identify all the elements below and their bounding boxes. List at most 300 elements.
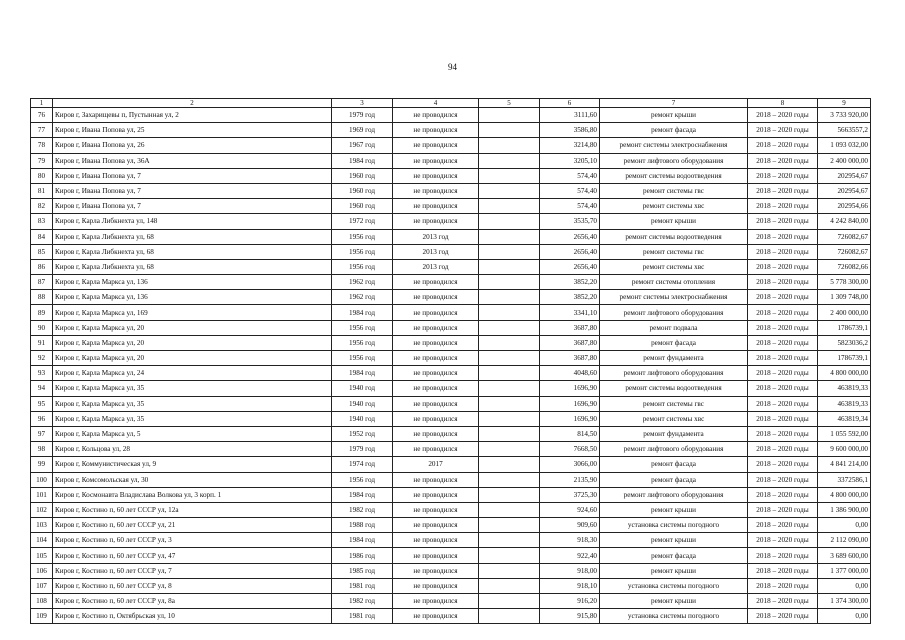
column-5 [479,199,540,214]
period: 2018 – 2020 годы [748,563,818,578]
column-5 [479,290,540,305]
year-built: 1962 год [332,290,393,305]
year-built: 1988 год [332,518,393,533]
area: 2135,90 [540,472,600,487]
row-number: 81 [31,183,53,198]
period: 2018 – 2020 годы [748,351,818,366]
work-type: ремонт лифтового оборудования [600,305,748,320]
cost: 1 093 032,00 [818,138,871,153]
column-5 [479,487,540,502]
year-built: 1981 год [332,578,393,593]
col-num-4: 4 [393,99,479,108]
col-num-5: 5 [479,99,540,108]
last-repair-year: не проводился [393,411,479,426]
column-5 [479,609,540,624]
area: 574,40 [540,199,600,214]
col-num-2: 2 [53,99,332,108]
row-number: 97 [31,426,53,441]
work-type: ремонт подвала [600,320,748,335]
work-type: ремонт крыши [600,594,748,609]
year-built: 1972 год [332,214,393,229]
cost: 2 112 090,00 [818,533,871,548]
table-row [31,442,871,457]
work-type: ремонт системы электроснабжения [600,290,748,305]
address: Киров г, Карла Либкнехта ул, 148 [53,214,332,229]
table-row [31,518,871,533]
period: 2018 – 2020 годы [748,381,818,396]
last-repair-year: не проводился [393,214,479,229]
column-5 [479,472,540,487]
cost: 4 841 214,00 [818,457,871,472]
col-num-7: 7 [600,99,748,108]
address: Киров г, Карла Маркса ул, 136 [53,275,332,290]
cost: 0,00 [818,518,871,533]
work-type: ремонт системы гвс [600,396,748,411]
last-repair-year: не проводился [393,472,479,487]
year-built: 1967 год [332,138,393,153]
last-repair-year: 2013 год [393,244,479,259]
year-built: 1982 год [332,502,393,517]
last-repair-year: не проводился [393,199,479,214]
work-type: ремонт системы хвс [600,259,748,274]
table-row [31,275,871,290]
last-repair-year: не проводился [393,290,479,305]
period: 2018 – 2020 годы [748,290,818,305]
col-num-6: 6 [540,99,600,108]
period: 2018 – 2020 годы [748,396,818,411]
column-5 [479,108,540,123]
column-5 [479,411,540,426]
table-row [31,411,871,426]
area: 924,60 [540,502,600,517]
period: 2018 – 2020 годы [748,502,818,517]
column-5 [479,229,540,244]
address: Киров г, Костино п, 60 лет СССР ул, 7 [53,563,332,578]
cost: 2 400 000,00 [818,153,871,168]
work-type: ремонт лифтового оборудования [600,153,748,168]
address: Киров г, Костино п, 60 лет СССР ул, 47 [53,548,332,563]
work-type: ремонт лифтового оборудования [600,487,748,502]
row-number: 87 [31,275,53,290]
work-type: ремонт системы хвс [600,411,748,426]
year-built: 1985 год [332,563,393,578]
address: Киров г, Карла Маркса ул, 20 [53,335,332,350]
col-num-1: 1 [31,99,53,108]
cost: 5663557,2 [818,123,871,138]
column-5 [479,426,540,441]
table-row [31,199,871,214]
work-type: ремонт крыши [600,108,748,123]
row-number: 85 [31,244,53,259]
year-built: 1956 год [332,472,393,487]
address: Киров г, Костино п, Октябрьская ул, 10 [53,609,332,624]
row-number: 100 [31,472,53,487]
year-built: 1940 год [332,411,393,426]
cost: 463819,33 [818,381,871,396]
year-built: 1952 год [332,426,393,441]
area: 3066,00 [540,457,600,472]
address: Киров г, Ивана Попова ул, 7 [53,168,332,183]
last-repair-year: не проводился [393,442,479,457]
year-built: 1940 год [332,396,393,411]
period: 2018 – 2020 годы [748,457,818,472]
col-num-8: 8 [748,99,818,108]
last-repair-year: не проводился [393,305,479,320]
row-number: 107 [31,578,53,593]
area: 909,60 [540,518,600,533]
period: 2018 – 2020 годы [748,138,818,153]
period: 2018 – 2020 годы [748,199,818,214]
last-repair-year: не проводился [393,487,479,502]
cost: 726082,67 [818,244,871,259]
row-number: 90 [31,320,53,335]
row-number: 95 [31,396,53,411]
work-type: ремонт фасада [600,472,748,487]
cost: 1 055 592,00 [818,426,871,441]
area: 3852,20 [540,275,600,290]
work-type: ремонт крыши [600,533,748,548]
year-built: 1979 год [332,442,393,457]
area: 2656,40 [540,244,600,259]
period: 2018 – 2020 годы [748,123,818,138]
cost: 4 800 000,00 [818,366,871,381]
column-5 [479,183,540,198]
area: 3214,80 [540,138,600,153]
area: 3725,30 [540,487,600,502]
year-built: 1962 год [332,275,393,290]
area: 916,20 [540,594,600,609]
work-type: ремонт фасада [600,457,748,472]
column-5 [479,442,540,457]
address: Киров г, Захарищевы п, Пустынная ул, 2 [53,108,332,123]
area: 918,10 [540,578,600,593]
year-built: 1979 год [332,108,393,123]
column-5 [479,305,540,320]
work-type: установка системы погодного [600,578,748,593]
table-row [31,183,871,198]
row-number: 82 [31,199,53,214]
work-type: ремонт крыши [600,563,748,578]
last-repair-year: не проводился [393,320,479,335]
cost: 463819,33 [818,396,871,411]
column-5 [479,381,540,396]
column-5 [479,563,540,578]
column-5 [479,259,540,274]
table-row [31,502,871,517]
work-type: ремонт системы электроснабжения [600,138,748,153]
cost: 1 377 000,00 [818,563,871,578]
cost: 202954,67 [818,168,871,183]
last-repair-year: не проводился [393,108,479,123]
address: Киров г, Карла Маркса ул, 136 [53,290,332,305]
year-built: 1956 год [332,320,393,335]
row-number: 91 [31,335,53,350]
last-repair-year: не проводился [393,396,479,411]
address: Киров г, Космонавта Владислава Волкова ул, 3 корп. 1 [53,487,332,502]
last-repair-year: не проводился [393,381,479,396]
last-repair-year: не проводился [393,426,479,441]
period: 2018 – 2020 годы [748,578,818,593]
address: Киров г, Коммунистическая ул, 9 [53,457,332,472]
table-row [31,457,871,472]
area: 3341,10 [540,305,600,320]
cost: 463819,34 [818,411,871,426]
area: 574,40 [540,183,600,198]
table-row [31,229,871,244]
column-5 [479,214,540,229]
row-number: 99 [31,457,53,472]
area: 3535,70 [540,214,600,229]
row-number: 96 [31,411,53,426]
year-built: 1981 год [332,609,393,624]
last-repair-year: 2017 [393,457,479,472]
row-number: 84 [31,229,53,244]
work-type: ремонт фундамента [600,351,748,366]
area: 574,40 [540,168,600,183]
column-5 [479,168,540,183]
last-repair-year: 2013 год [393,259,479,274]
year-built: 1984 год [332,366,393,381]
area: 3852,20 [540,290,600,305]
last-repair-year: не проводился [393,578,479,593]
address: Киров г, Карла Либкнехта ул, 68 [53,229,332,244]
area: 2656,40 [540,259,600,274]
row-number: 88 [31,290,53,305]
table-row [31,123,871,138]
table-row [31,214,871,229]
row-number: 77 [31,123,53,138]
period: 2018 – 2020 годы [748,609,818,624]
column-5 [479,123,540,138]
column-5 [479,502,540,517]
area: 7668,50 [540,442,600,457]
last-repair-year: не проводился [393,335,479,350]
year-built: 1974 год [332,457,393,472]
last-repair-year: не проводился [393,502,479,517]
table-row [31,563,871,578]
work-type: ремонт фасада [600,123,748,138]
area: 2656,40 [540,229,600,244]
period: 2018 – 2020 годы [748,366,818,381]
cost: 2 400 000,00 [818,305,871,320]
address: Киров г, Кольцова ул, 28 [53,442,332,457]
period: 2018 – 2020 годы [748,183,818,198]
last-repair-year: не проводился [393,138,479,153]
cost: 3372586,1 [818,472,871,487]
work-type: ремонт лифтового оборудования [600,366,748,381]
address: Киров г, Костино п, 60 лет СССР ул, 21 [53,518,332,533]
address: Киров г, Костино п, 60 лет СССР ул, 12а [53,502,332,517]
area: 3687,80 [540,351,600,366]
capital-repair-table [30,98,871,624]
period: 2018 – 2020 годы [748,442,818,457]
address: Киров г, Карла Маркса ул, 20 [53,351,332,366]
column-5 [479,548,540,563]
last-repair-year: не проводился [393,533,479,548]
work-type: ремонт системы отопления [600,275,748,290]
address: Киров г, Комсомольская ул, 30 [53,472,332,487]
table-row [31,609,871,624]
address: Киров г, Ивана Попова ул, 26 [53,138,332,153]
last-repair-year: не проводился [393,183,479,198]
work-type: ремонт системы водоотведения [600,229,748,244]
period: 2018 – 2020 годы [748,214,818,229]
cost: 5823036,2 [818,335,871,350]
year-built: 1982 год [332,594,393,609]
column-5 [479,366,540,381]
cost: 3 689 600,00 [818,548,871,563]
row-number: 108 [31,594,53,609]
column-5 [479,578,540,593]
column-5 [479,320,540,335]
address: Киров г, Ивана Попова ул, 25 [53,123,332,138]
last-repair-year: не проводился [393,168,479,183]
table-row [31,138,871,153]
year-built: 1940 год [332,381,393,396]
period: 2018 – 2020 годы [748,594,818,609]
address: Киров г, Карла Маркса ул, 20 [53,320,332,335]
row-number: 105 [31,548,53,563]
period: 2018 – 2020 годы [748,518,818,533]
last-repair-year: не проводился [393,366,479,381]
area: 3205,10 [540,153,600,168]
area: 3687,80 [540,320,600,335]
period: 2018 – 2020 годы [748,411,818,426]
row-number: 103 [31,518,53,533]
row-number: 78 [31,138,53,153]
area: 918,00 [540,563,600,578]
period: 2018 – 2020 годы [748,320,818,335]
cost: 9 600 000,00 [818,442,871,457]
row-number: 89 [31,305,53,320]
table-row [31,366,871,381]
last-repair-year: 2013 год [393,229,479,244]
last-repair-year: не проводился [393,609,479,624]
table-row [31,396,871,411]
period: 2018 – 2020 годы [748,533,818,548]
period: 2018 – 2020 годы [748,153,818,168]
row-number: 102 [31,502,53,517]
row-number: 101 [31,487,53,502]
cost: 4 800 000,00 [818,487,871,502]
year-built: 1984 год [332,487,393,502]
year-built: 1960 год [332,199,393,214]
last-repair-year: не проводился [393,351,479,366]
area: 3586,80 [540,123,600,138]
cost: 1 374 300,00 [818,594,871,609]
row-number: 76 [31,108,53,123]
period: 2018 – 2020 годы [748,108,818,123]
row-number: 79 [31,153,53,168]
year-built: 1956 год [332,351,393,366]
cost: 202954,67 [818,183,871,198]
column-5 [479,138,540,153]
last-repair-year: не проводился [393,594,479,609]
last-repair-year: не проводился [393,563,479,578]
address: Киров г, Карла Маркса ул, 35 [53,381,332,396]
year-built: 1956 год [332,244,393,259]
area: 3687,80 [540,335,600,350]
area: 918,30 [540,533,600,548]
column-number-row [31,99,871,108]
row-number: 104 [31,533,53,548]
table-row [31,259,871,274]
column-5 [479,244,540,259]
year-built: 1984 год [332,153,393,168]
address: Киров г, Костино п, 60 лет СССР ул, 8а [53,594,332,609]
row-number: 86 [31,259,53,274]
table-row [31,426,871,441]
column-5 [479,351,540,366]
year-built: 1960 год [332,183,393,198]
period: 2018 – 2020 годы [748,305,818,320]
cost: 5 778 300,00 [818,275,871,290]
address: Киров г, Ивана Попова ул, 7 [53,199,332,214]
row-number: 83 [31,214,53,229]
table-row [31,381,871,396]
table-row [31,578,871,593]
table-row [31,472,871,487]
table-row [31,305,871,320]
table-row [31,533,871,548]
address: Киров г, Костино п, 60 лет СССР ул, 8 [53,578,332,593]
work-type: ремонт крыши [600,502,748,517]
work-type: ремонт фасада [600,335,748,350]
address: Киров г, Ивана Попова ул, 36А [53,153,332,168]
work-type: ремонт системы гвс [600,183,748,198]
cost: 3 733 920,00 [818,108,871,123]
period: 2018 – 2020 годы [748,275,818,290]
column-5 [479,275,540,290]
address: Киров г, Карла Либкнехта ул, 68 [53,259,332,274]
address: Киров г, Карла Маркса ул, 35 [53,411,332,426]
column-5 [479,396,540,411]
period: 2018 – 2020 годы [748,259,818,274]
table-row [31,594,871,609]
table-row [31,244,871,259]
work-type: ремонт системы водоотведения [600,168,748,183]
area: 915,80 [540,609,600,624]
cost: 1786739,1 [818,351,871,366]
cost: 1786739,1 [818,320,871,335]
cost: 4 242 840,00 [818,214,871,229]
column-5 [479,533,540,548]
row-number: 106 [31,563,53,578]
area: 4048,60 [540,366,600,381]
address: Киров г, Ивана Попова ул, 7 [53,183,332,198]
period: 2018 – 2020 годы [748,244,818,259]
row-number: 80 [31,168,53,183]
cost: 1 386 900,00 [818,502,871,517]
area: 3111,60 [540,108,600,123]
address: Киров г, Карла Маркса ул, 5 [53,426,332,441]
address: Киров г, Карла Маркса ул, 35 [53,396,332,411]
area: 1696,90 [540,381,600,396]
year-built: 1960 год [332,168,393,183]
period: 2018 – 2020 годы [748,487,818,502]
work-type: ремонт лифтового оборудования [600,442,748,457]
cost: 726082,67 [818,229,871,244]
last-repair-year: не проводился [393,123,479,138]
page-number: 94 [448,62,457,72]
work-type: ремонт системы гвс [600,244,748,259]
column-5 [479,335,540,350]
area: 1696,90 [540,396,600,411]
col-num-9: 9 [818,99,871,108]
column-5 [479,153,540,168]
year-built: 1984 год [332,533,393,548]
cost: 0,00 [818,609,871,624]
